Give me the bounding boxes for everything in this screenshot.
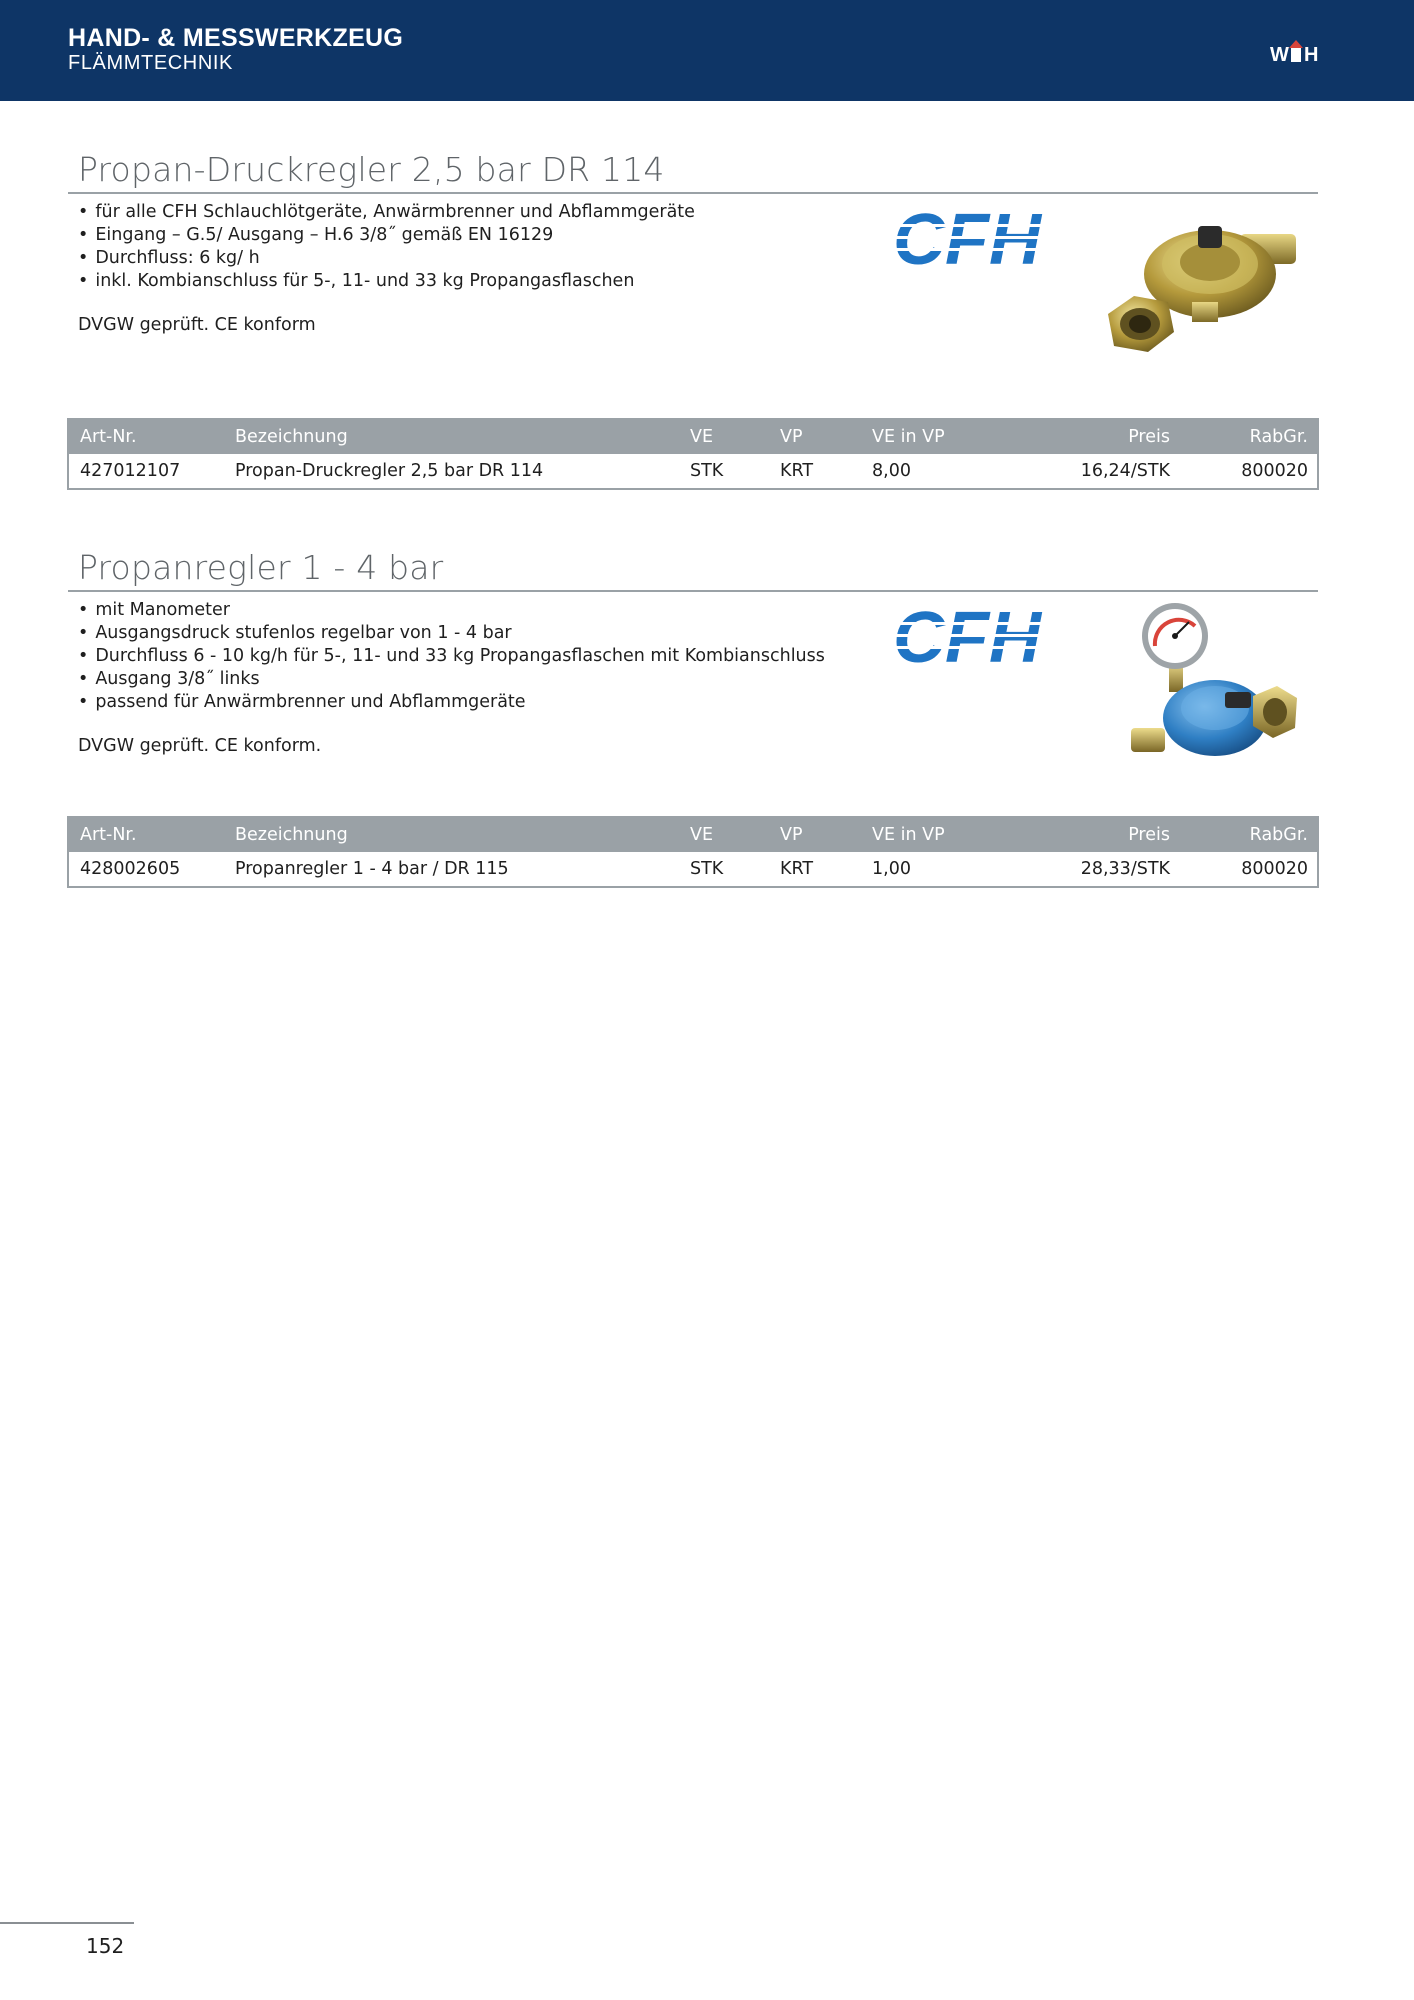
certification-note: DVGW geprüft. CE konform. [78,736,322,756]
product-title: Propanregler 1 - 4 bar [78,548,444,587]
cell-ve: STK [690,859,724,879]
feature-item: • mit Manometer [78,599,825,622]
cell-vp: KRT [780,859,814,879]
cell-ve-in-vp: 1,00 [872,859,911,879]
col-art-nr: Art-Nr. [80,427,137,447]
table-row [69,852,1317,886]
cfh-brand-logo [882,604,1052,668]
col-art-nr: Art-Nr. [80,825,137,845]
cell-art-nr: 428002605 [80,859,181,879]
feature-list [78,599,825,714]
col-bezeichnung: Bezeichnung [235,825,348,845]
header-category: HAND- & MESSWERKZEUG [68,24,404,52]
col-preis: Preis [1128,825,1170,845]
cfh-brand-logo [882,206,1052,270]
table-header [69,420,1317,454]
col-ve-in-vp: VE in VP [872,825,945,845]
col-preis: Preis [1128,427,1170,447]
propane-regulator-with-gauge-image [1125,600,1300,772]
feature-list [78,201,695,293]
page-header [0,0,1414,101]
product-table [67,418,1319,490]
col-ve: VE [690,427,714,447]
header-subcategory: FLÄMMTECHNIK [68,52,233,74]
certification-note: DVGW geprüft. CE konform [78,315,316,335]
title-divider [68,590,1318,592]
feature-item: • Durchfluss: 6 kg/ h [78,247,695,270]
cell-rabgr: 800020 [1241,859,1308,879]
col-rabgr: RabGr. [1249,825,1308,845]
title-divider [68,192,1318,194]
col-bezeichnung: Bezeichnung [235,427,348,447]
col-vp: VP [780,427,803,447]
page-number: 152 [86,1934,125,1958]
product-title: Propan-Druckregler 2,5 bar DR 114 [78,150,665,189]
product-table [67,816,1319,888]
svg-text:W: W [1270,44,1289,64]
cell-rabgr: 800020 [1241,461,1308,481]
col-ve-in-vp: VE in VP [872,427,945,447]
cell-ve: STK [690,461,724,481]
feature-item: • passend für Anwärmbrenner und Abflammgeräte [78,691,825,714]
cell-vp: KRT [780,461,814,481]
cell-preis: 16,24/STK [1080,461,1170,481]
table-header [69,818,1317,852]
table-row [69,454,1317,488]
footer-divider [0,1922,134,1924]
cell-preis: 28,33/STK [1080,859,1170,879]
feature-item: • Eingang – G.5/ Ausgang – H.6 3/8˝ gemäß EN 16129 [78,224,695,247]
feature-item: • inkl. Kombianschluss für 5-, 11- und 33 kg Propangasflaschen [78,270,695,293]
cell-bezeichnung: Propanregler 1 - 4 bar / DR 115 [235,859,509,879]
feature-item: • Durchfluss 6 - 10 kg/h für 5-, 11- und 33 kg Propangasflaschen mit Kombianschluss [78,645,825,668]
svg-text:H: H [1304,44,1319,64]
cell-bezeichnung: Propan-Druckregler 2,5 bar DR 114 [235,461,544,481]
wh-house-logo-icon [1270,34,1322,64]
cell-art-nr: 427012107 [80,461,181,481]
col-rabgr: RabGr. [1249,427,1308,447]
pressure-regulator-image [1100,214,1305,359]
feature-item: • für alle CFH Schlauchlötgeräte, Anwärmbrenner und Abflammgeräte [78,201,695,224]
cell-ve-in-vp: 8,00 [872,461,911,481]
feature-item: • Ausgangsdruck stufenlos regelbar von 1 - 4 bar [78,622,825,645]
col-ve: VE [690,825,714,845]
feature-item: • Ausgang 3/8˝ links [78,668,825,691]
col-vp: VP [780,825,803,845]
